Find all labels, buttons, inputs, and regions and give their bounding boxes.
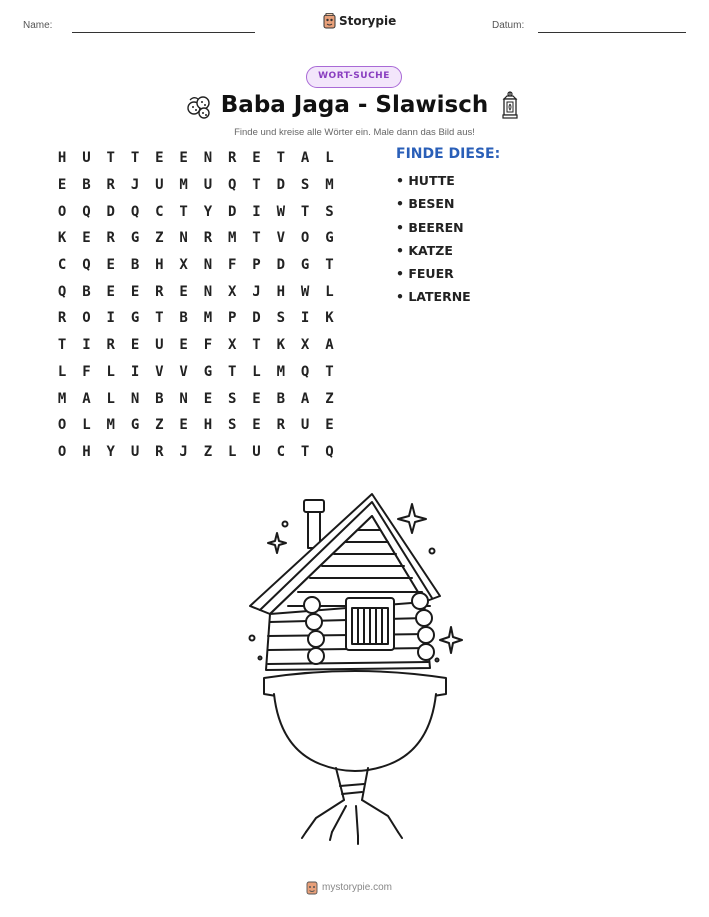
- word-list-item: • FEUER: [396, 266, 454, 282]
- grid-letter[interactable]: X: [300, 337, 310, 354]
- grid-letter[interactable]: Y: [106, 443, 115, 460]
- storypie-logo-icon: [323, 13, 336, 29]
- grid-letter[interactable]: B: [155, 390, 164, 407]
- grid-letter[interactable]: L: [325, 283, 334, 300]
- grid-letter[interactable]: M: [106, 417, 115, 434]
- grid-letter[interactable]: N: [203, 283, 213, 300]
- grid-letter[interactable]: O: [300, 230, 310, 247]
- grid-letter[interactable]: O: [57, 443, 67, 460]
- grid-letter[interactable]: T: [155, 310, 164, 327]
- grid-row: [50, 278, 342, 305]
- grid-row: [50, 172, 342, 199]
- grid-letter[interactable]: R: [106, 230, 115, 247]
- storypie-logo-icon: [306, 880, 318, 895]
- grid-row: [50, 252, 342, 279]
- grid-letter[interactable]: B: [82, 283, 91, 300]
- grid-letter[interactable]: Q: [82, 257, 91, 274]
- grid-letter[interactable]: I: [82, 337, 91, 354]
- grid-letter[interactable]: L: [57, 363, 67, 380]
- grid-letter[interactable]: L: [325, 150, 334, 167]
- grid-letter[interactable]: E: [82, 230, 91, 247]
- instructions: Finde und kreise alle Wörter ein. Male dann das Bild aus!: [234, 127, 475, 138]
- grid-letter[interactable]: R: [228, 150, 237, 167]
- grid-letter[interactable]: Q: [300, 363, 310, 380]
- grid-letter[interactable]: T: [252, 230, 261, 247]
- baba-yaga-hut-illustration[interactable]: [240, 488, 470, 853]
- grid-letter[interactable]: L: [252, 363, 261, 380]
- grid-letter[interactable]: E: [252, 390, 261, 407]
- grid-letter[interactable]: Z: [155, 230, 164, 247]
- grid-letter[interactable]: G: [130, 230, 140, 247]
- grid-letter[interactable]: D: [106, 203, 115, 220]
- grid-letter[interactable]: D: [276, 257, 286, 274]
- grid-letter[interactable]: J: [179, 443, 188, 460]
- grid-letter[interactable]: S: [228, 390, 237, 407]
- grid-letter[interactable]: A: [300, 150, 310, 167]
- grid-letter[interactable]: A: [325, 337, 334, 354]
- grid-letter[interactable]: U: [203, 177, 213, 194]
- grid-row: [50, 385, 342, 412]
- word-search-badge: WORT-SUCHE: [306, 66, 402, 88]
- grid-letter[interactable]: H: [155, 257, 164, 274]
- grid-letter[interactable]: E: [179, 337, 188, 354]
- grid-letter[interactable]: Q: [325, 443, 334, 460]
- grid-letter[interactable]: T: [276, 150, 286, 167]
- grid-letter[interactable]: R: [155, 283, 164, 300]
- grid-letter[interactable]: K: [57, 230, 67, 247]
- grid-letter[interactable]: Z: [155, 417, 164, 434]
- grid-letter[interactable]: J: [252, 283, 261, 300]
- grid-letter[interactable]: S: [276, 310, 286, 327]
- grid-letter[interactable]: G: [130, 310, 140, 327]
- grid-letter[interactable]: I: [106, 310, 115, 327]
- grid-row: [50, 439, 342, 466]
- date-label: Datum:: [492, 20, 525, 31]
- word-list: [396, 172, 471, 312]
- grid-letter[interactable]: X: [228, 283, 237, 300]
- grid-letter[interactable]: Q: [57, 283, 67, 300]
- grid-letter[interactable]: K: [325, 310, 334, 327]
- grid-letter[interactable]: U: [82, 150, 91, 167]
- grid-letter[interactable]: U: [300, 417, 310, 434]
- grid-letter[interactable]: E: [252, 150, 261, 167]
- grid-letter[interactable]: Q: [228, 177, 237, 194]
- grid-letter[interactable]: T: [325, 363, 334, 380]
- grid-letter[interactable]: D: [252, 310, 261, 327]
- name-label: Name:: [23, 20, 53, 31]
- grid-letter[interactable]: M: [276, 363, 286, 380]
- grid-letter[interactable]: T: [228, 363, 237, 380]
- grid-letter[interactable]: T: [252, 337, 261, 354]
- grid-letter[interactable]: T: [179, 203, 188, 220]
- grid-letter[interactable]: X: [228, 337, 237, 354]
- word-list-item: • BEEREN: [396, 219, 464, 235]
- grid-letter[interactable]: V: [276, 230, 286, 247]
- word-list-item: • BESEN: [396, 196, 455, 212]
- grid-row: [50, 305, 342, 332]
- grid-letter[interactable]: H: [82, 443, 91, 460]
- grid-letter[interactable]: E: [106, 283, 115, 300]
- grid-letter[interactable]: L: [106, 363, 115, 380]
- grid-letter[interactable]: R: [57, 310, 67, 327]
- grid-letter[interactable]: E: [203, 390, 213, 407]
- grid-letter[interactable]: M: [203, 310, 213, 327]
- grid-letter[interactable]: F: [228, 257, 237, 274]
- grid-letter[interactable]: D: [228, 203, 237, 220]
- grid-letter[interactable]: I: [252, 203, 261, 220]
- grid-letter[interactable]: N: [203, 257, 213, 274]
- grid-letter[interactable]: R: [203, 230, 213, 247]
- grid-letter[interactable]: T: [300, 443, 310, 460]
- grid-letter[interactable]: F: [82, 363, 91, 380]
- grid-row: [50, 359, 342, 386]
- grid-letter[interactable]: H: [276, 283, 286, 300]
- grid-letter[interactable]: Z: [325, 390, 334, 407]
- grid-letter[interactable]: S: [300, 177, 310, 194]
- grid-letter[interactable]: U: [155, 177, 164, 194]
- brand-name: Storypie: [339, 14, 397, 28]
- grid-letter[interactable]: W: [300, 283, 310, 300]
- footer-url[interactable]: mystorypie.com: [322, 882, 393, 893]
- grid-letter[interactable]: G: [300, 257, 310, 274]
- grid-letter[interactable]: M: [325, 177, 334, 194]
- grid-letter[interactable]: L: [228, 443, 237, 460]
- grid-letter[interactable]: N: [179, 230, 188, 247]
- grid-letter[interactable]: U: [155, 337, 164, 354]
- grid-letter[interactable]: O: [57, 417, 67, 434]
- grid-letter[interactable]: E: [57, 177, 67, 194]
- page-title: Baba Jaga - Slawisch: [220, 92, 489, 118]
- grid-letter[interactable]: M: [57, 390, 67, 407]
- grid-row: [50, 332, 342, 359]
- grid-letter[interactable]: Q: [130, 203, 140, 220]
- grid-letter[interactable]: L: [82, 417, 91, 434]
- grid-letter[interactable]: T: [252, 177, 261, 194]
- grid-letter[interactable]: E: [130, 283, 140, 300]
- grid-letter[interactable]: N: [179, 390, 188, 407]
- grid-letter[interactable]: T: [325, 257, 334, 274]
- word-list-item: • KATZE: [396, 242, 453, 258]
- grid-letter[interactable]: G: [203, 363, 213, 380]
- grid-letter[interactable]: N: [130, 390, 140, 407]
- grid-letter[interactable]: S: [325, 203, 334, 220]
- grid-letter[interactable]: P: [252, 257, 261, 274]
- grid-letter[interactable]: E: [179, 150, 188, 167]
- grid-letter[interactable]: C: [276, 443, 286, 460]
- grid-letter[interactable]: R: [106, 337, 115, 354]
- grid-letter[interactable]: A: [300, 390, 310, 407]
- grid-letter[interactable]: S: [228, 417, 237, 434]
- grid-letter[interactable]: W: [276, 203, 286, 220]
- grid-row: [50, 412, 342, 439]
- grid-letter[interactable]: E: [252, 417, 261, 434]
- grid-letter[interactable]: I: [300, 310, 310, 327]
- lantern-icon: [500, 91, 520, 121]
- footer: [306, 880, 392, 895]
- grid-letter[interactable]: G: [325, 230, 334, 247]
- grid-letter[interactable]: R: [106, 177, 115, 194]
- name-line[interactable]: [72, 32, 255, 33]
- find-title: FINDE DIESE:: [396, 146, 501, 162]
- grid-letter[interactable]: E: [179, 283, 188, 300]
- grid-row: [50, 145, 342, 172]
- grid-letter[interactable]: E: [179, 417, 188, 434]
- grid-letter[interactable]: X: [179, 257, 188, 274]
- grid-letter[interactable]: D: [276, 177, 286, 194]
- date-line[interactable]: [538, 32, 686, 33]
- grid-letter[interactable]: B: [179, 310, 188, 327]
- grid-letter[interactable]: B: [130, 257, 140, 274]
- grid-letter[interactable]: U: [252, 443, 261, 460]
- grid-letter[interactable]: I: [130, 363, 140, 380]
- grid-letter[interactable]: U: [130, 443, 140, 460]
- grid-letter[interactable]: C: [155, 203, 164, 220]
- grid-letter[interactable]: Z: [203, 443, 213, 460]
- grid-letter[interactable]: M: [179, 177, 188, 194]
- letter-grid[interactable]: [50, 145, 342, 465]
- grid-letter[interactable]: K: [276, 337, 286, 354]
- grid-letter[interactable]: E: [106, 257, 115, 274]
- grid-letter[interactable]: E: [325, 417, 334, 434]
- grid-letter[interactable]: H: [203, 417, 213, 434]
- grid-letter[interactable]: O: [82, 310, 91, 327]
- grid-letter[interactable]: E: [130, 337, 140, 354]
- grid-letter[interactable]: F: [203, 337, 213, 354]
- grid-row: [50, 198, 342, 225]
- grid-row: [50, 225, 342, 252]
- word-list-item: • LATERNE: [396, 289, 471, 305]
- grid-letter[interactable]: T: [106, 150, 115, 167]
- grid-letter[interactable]: B: [276, 390, 286, 407]
- grid-letter[interactable]: R: [155, 443, 164, 460]
- grid-letter[interactable]: H: [57, 150, 67, 167]
- grid-letter[interactable]: Y: [203, 203, 213, 220]
- grid-letter[interactable]: A: [82, 390, 91, 407]
- grid-letter[interactable]: M: [228, 230, 237, 247]
- grid-letter[interactable]: Q: [82, 203, 91, 220]
- grid-letter[interactable]: O: [57, 203, 67, 220]
- grid-letter[interactable]: J: [130, 177, 140, 194]
- grid-letter[interactable]: V: [179, 363, 188, 380]
- grid-letter[interactable]: L: [106, 390, 115, 407]
- grid-letter[interactable]: N: [203, 150, 213, 167]
- grid-letter[interactable]: T: [57, 337, 67, 354]
- grid-letter[interactable]: B: [82, 177, 91, 194]
- grid-letter[interactable]: V: [155, 363, 164, 380]
- grid-letter[interactable]: E: [155, 150, 164, 167]
- grid-letter[interactable]: R: [276, 417, 286, 434]
- grid-letter[interactable]: T: [130, 150, 140, 167]
- brand-logo: [323, 13, 396, 29]
- grid-letter[interactable]: T: [300, 203, 310, 220]
- grid-letter[interactable]: P: [228, 310, 237, 327]
- grid-letter[interactable]: G: [130, 417, 140, 434]
- grid-letter[interactable]: C: [57, 257, 67, 274]
- word-list-item: • HUTTE: [396, 173, 455, 188]
